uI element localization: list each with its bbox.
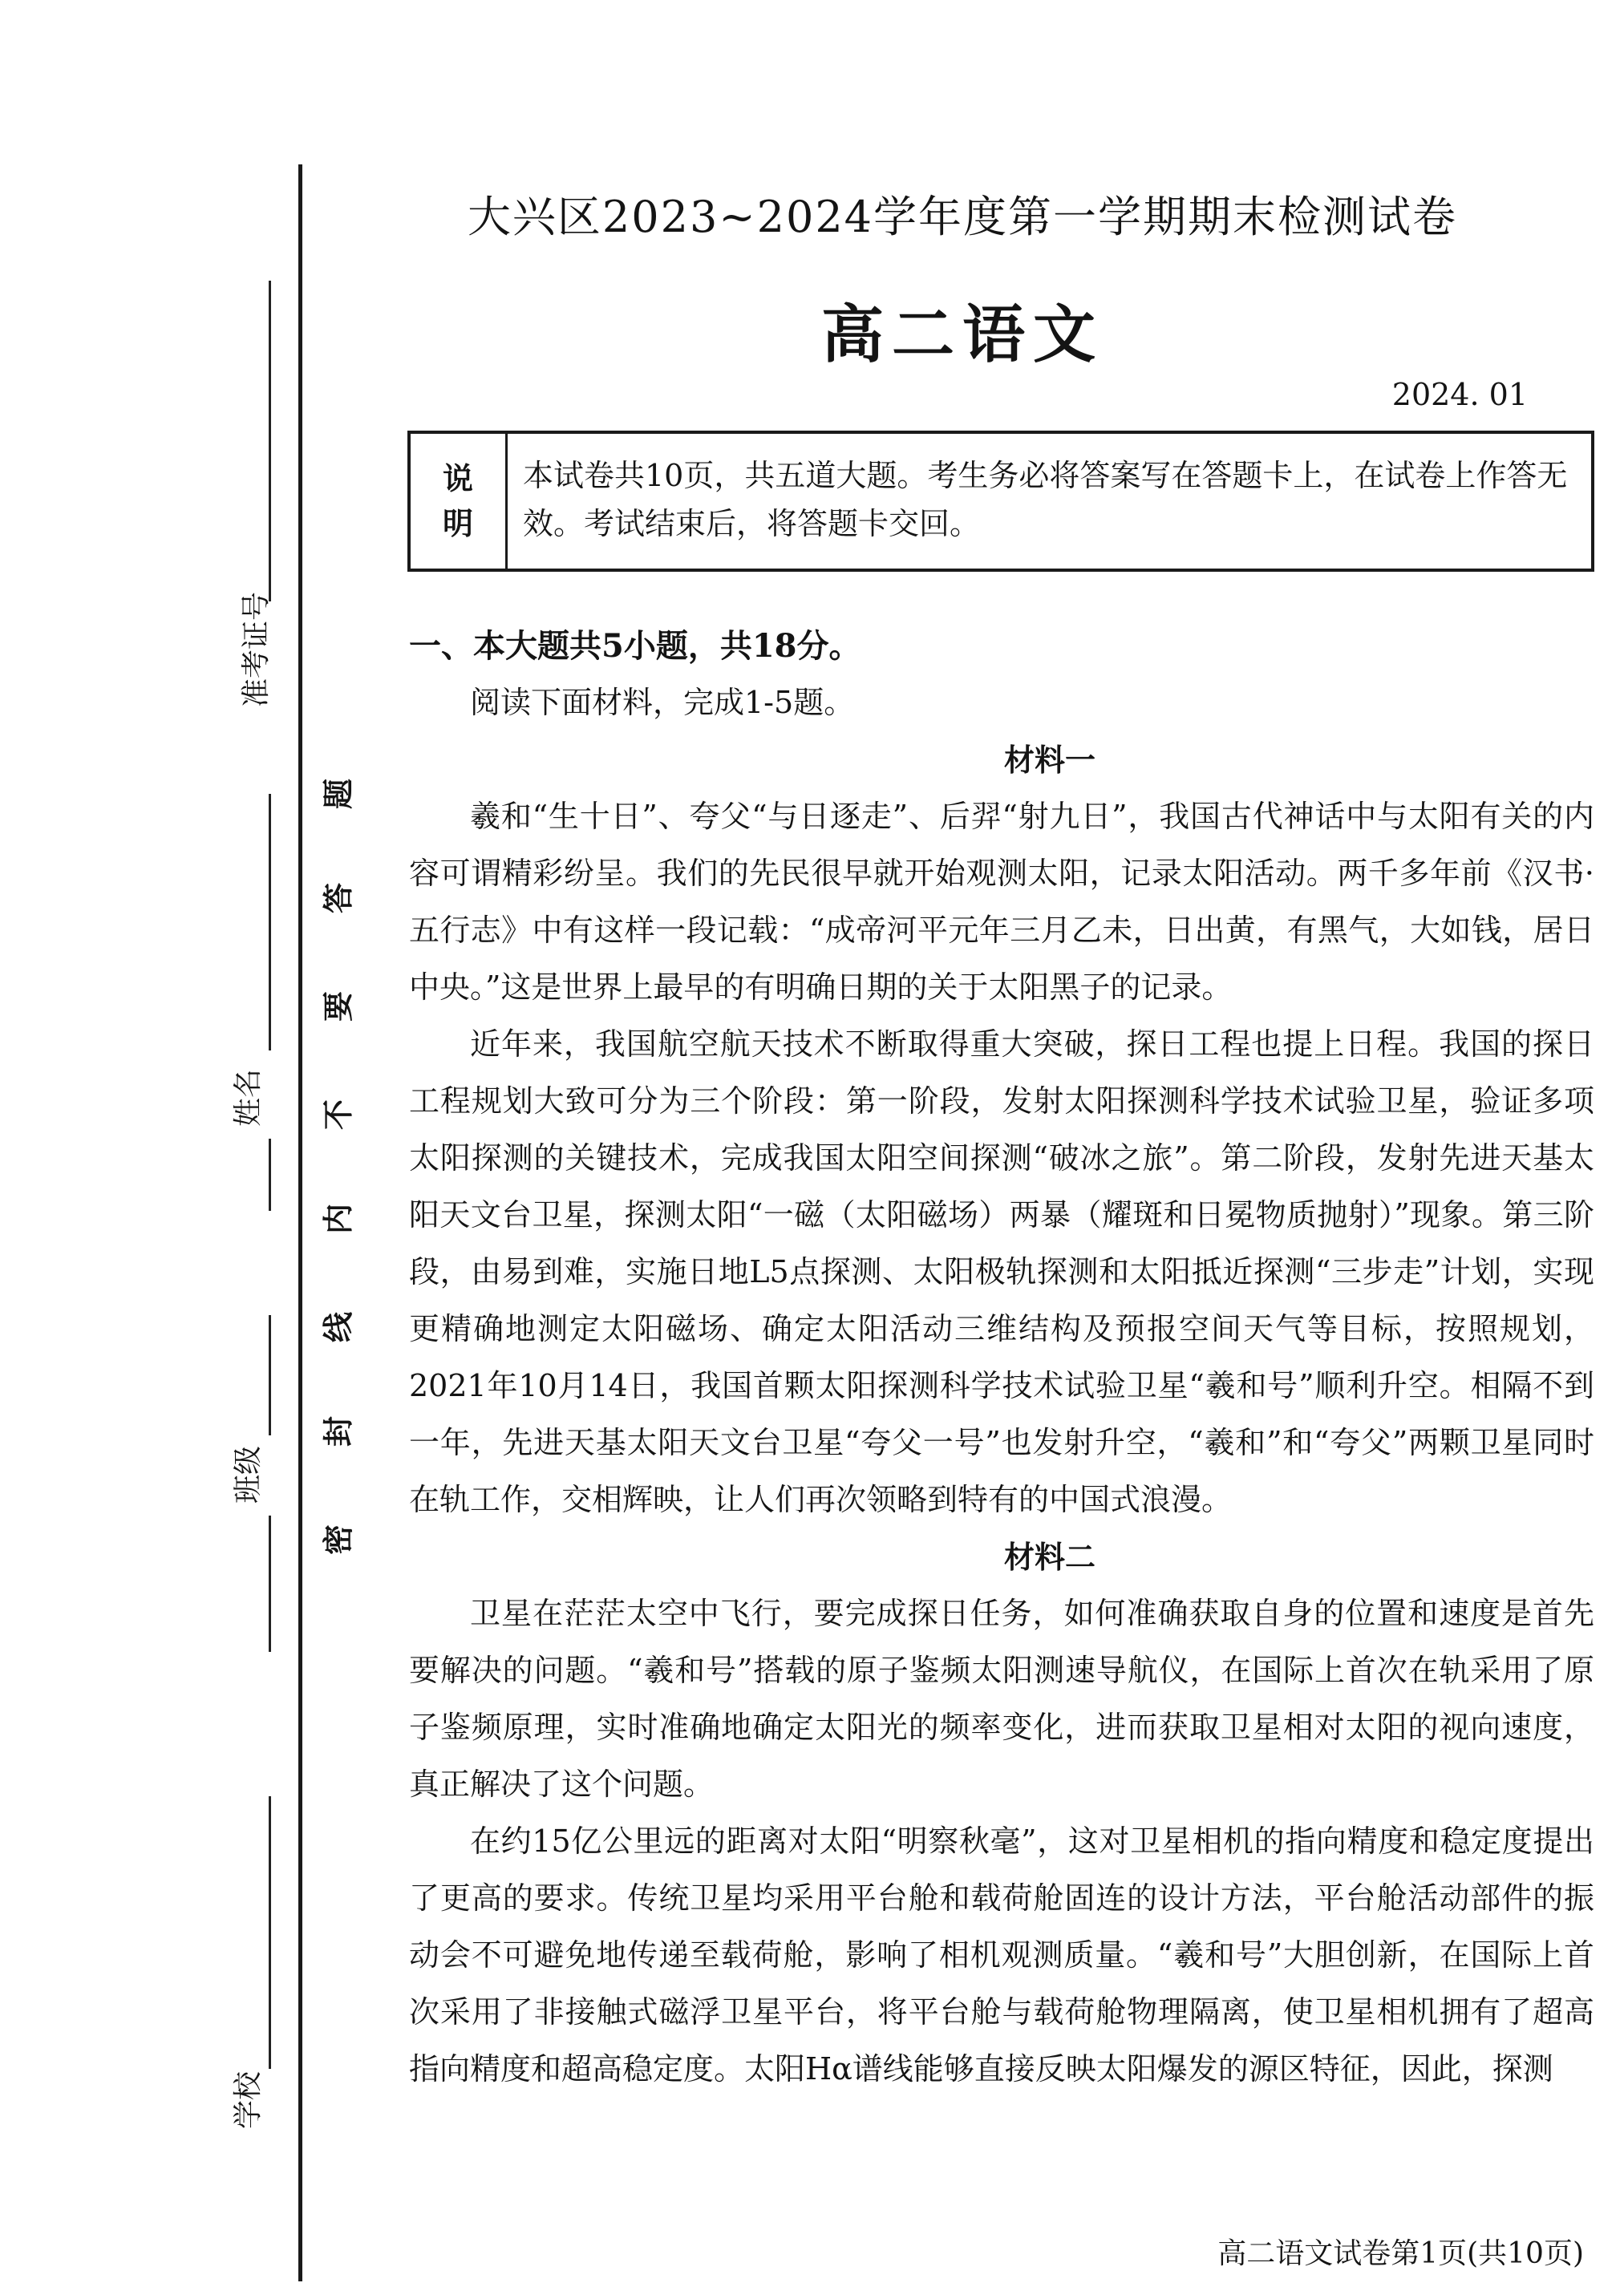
field-name-line-lower [269, 1139, 271, 1211]
field-class-label: 班级 [232, 1445, 265, 1504]
field-name-label: 姓名 [232, 1068, 265, 1127]
material-2-paragraph: 在约15亿公里远的距离对太阳“明察秋毫”，这对卫星相机的指向精度和稳定度提出了更高的要求。传统卫星均采用平台舱和载荷舱固连的设计方法，平台舱活动部件的振动会不可避免地传递至载荷舱，影响了相机观测质量。“羲和号”大胆创新，在国际上首次采用了非接触式磁浮卫星平台，将平台舱与载荷舱物理隔离，使卫星相机拥有了超高指向精度和超高稳定度。太阳Hα谱线能够直接反映太阳爆发的源区特征，因此，探测 [409, 1823, 1594, 2087]
material-2-title: 材料二 [1003, 1539, 1095, 1575]
field-class-line [269, 1315, 271, 1435]
field-name-line [269, 794, 271, 1050]
page-footer: 高二语文试卷第1页(共10页) [1217, 2237, 1584, 2270]
seal-char: 要 [320, 991, 356, 1022]
material-1-paragraph: 近年来，我国航空航天技术不断取得重大突破，探日工程也提上日程。我国的探日工程规划大致可分为三个阶段：第一阶段，发射太阳探测科学技术试验卫星，验证多项太阳探测的关键技术，完成我国太阳空间探测“破冰之旅”。第二阶段，发射先进天基太阳天文台卫星，探测太阳“一磁（太阳磁场）两暴（耀斑和日冕物质抛射）”现象。第三阶段，由易到难，实施日地L5点探测、太阳极轨探测和太阳抵近探测“三步走”计划，实现更精确地测定太阳磁场、确定太阳活动三维结构及预报空间天气等目标，按照规划，2021年10月14日，我国首颗太阳探测科学技术试验卫星“羲和号”顺利升空。相隔不到一年，先进天基太阳天文台卫星“夸父一号”也发射升空，“羲和”和“夸父”两颗卫星同时在轨工作，交相辉映，让人们再次领略到特有的中国式浪漫。 [409, 1026, 1594, 1517]
field-class [225, 1315, 289, 1652]
field-name [225, 794, 289, 1211]
field-exam-id-label: 准考证号 [240, 592, 273, 708]
seal-char: 答 [320, 883, 356, 914]
field-class-line-lower [269, 1516, 271, 1652]
material-1-title: 材料一 [1003, 742, 1095, 778]
field-school [225, 1796, 289, 2129]
binding-line [298, 164, 302, 2281]
field-school-line [269, 1796, 271, 2069]
section-heading: 一、本大题共5小题，共18分。 [409, 627, 861, 665]
seal-char: 线 [320, 1312, 356, 1343]
instructions-label-bottom: 明 [442, 505, 473, 541]
reading-instruction: 阅读下面材料，完成1-5题。 [470, 685, 855, 720]
field-school-label: 学校 [232, 2070, 265, 2129]
material-1-paragraph: 羲和“生十日”、夸父“与日逐走”、后羿“射九日”，我国古代神话中与太阳有关的内容可谓精彩纷呈。我们的先民很早就开始观测太阳，记录太阳活动。两千多年前《汉书·五行志》中有这样一段记载：“成帝河平元年三月乙未，日出黄，有黑气，大如钱，居日中央。”这是世界上最早的有明确日期的关于太阳黑子的记录。 [409, 799, 1594, 1005]
exam-date: 2024. 01 [1391, 377, 1528, 412]
field-exam-id [225, 281, 289, 730]
seal-char: 内 [320, 1204, 356, 1235]
seal-char: 题 [320, 779, 356, 810]
seal-char: 密 [320, 1524, 356, 1556]
instructions-text: 本试卷共10页，共五道大题。考生务必将答案写在答题卡上，在试卷上作答无效。考试结束后，将答题卡交回。 [523, 458, 1568, 541]
field-exam-id-line [269, 281, 271, 601]
subject-title: 高二语文 [820, 298, 1104, 371]
exam-title: 大兴区2023~2024学年度第一学期期末检测试卷 [467, 192, 1458, 242]
material-2-paragraph: 卫星在茫茫太空中飞行，要完成探日任务，如何准确获取自身的位置和速度是首先要解决的问题。“羲和号”搭载的原子鉴频太阳测速导航仪，在国际上首次在轨采用了原子鉴频原理，实时准确地确定太阳光的频率变化，进而获取卫星相对太阳的视向速度，真正解决了这个问题。 [409, 1596, 1594, 1802]
section-1 [409, 617, 1594, 2098]
instructions-label [411, 434, 508, 569]
seal-char: 不 [320, 1099, 356, 1131]
instructions-label-top: 说 [442, 460, 473, 496]
seal-char: 封 [320, 1416, 356, 1447]
instructions-box [407, 431, 1594, 572]
